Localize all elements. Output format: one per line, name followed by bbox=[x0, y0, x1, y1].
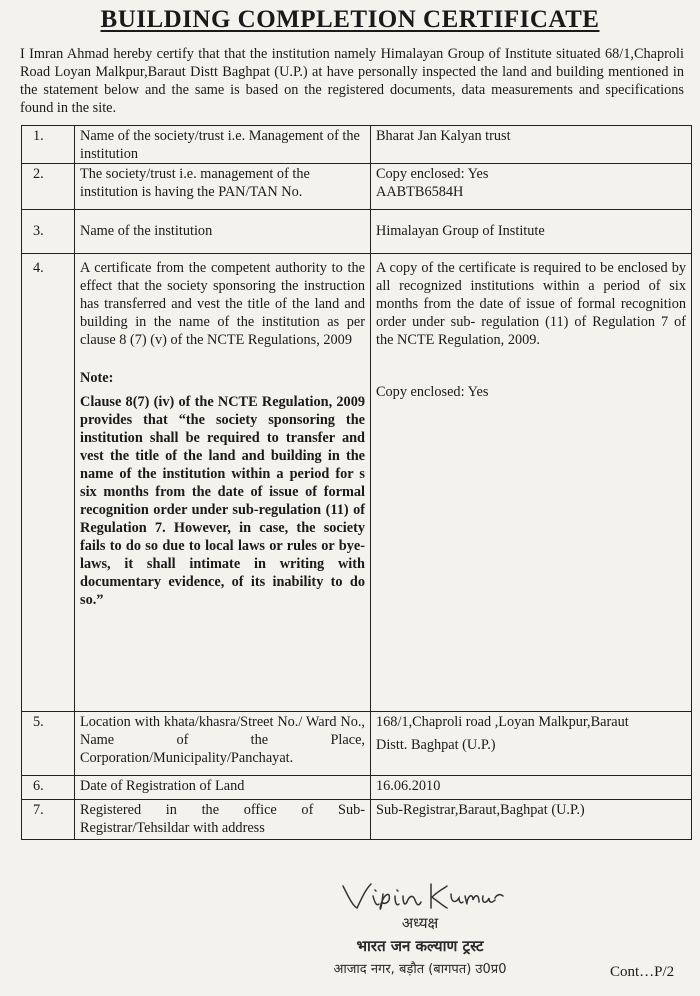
row-number: 4. bbox=[22, 254, 75, 712]
row-value bbox=[371, 712, 692, 776]
row-value bbox=[371, 254, 692, 712]
row-label: Location with khata/khasra/Street No./ Ward No., Name of the Place, Corporation/Municipality/Panchayat. bbox=[75, 712, 371, 776]
signature-stamp bbox=[290, 878, 550, 981]
row-number: 5. bbox=[22, 712, 75, 776]
row-value: Himalayan Group of Institute bbox=[371, 210, 692, 254]
row-label: Registered in the office of Sub-Registrar/Tehsildar with address bbox=[75, 800, 371, 840]
row-value: Sub-Registrar,Baraut,Baghpat (U.P.) bbox=[371, 800, 692, 840]
row-value bbox=[371, 164, 692, 210]
table-row bbox=[22, 164, 692, 210]
row-label: Name of the institution bbox=[75, 210, 371, 254]
certificate-table bbox=[21, 125, 692, 840]
pan-copy-status: Copy enclosed: Yes bbox=[376, 166, 489, 182]
row-number: 6. bbox=[22, 776, 75, 800]
pan-number: AABTB6584H bbox=[376, 184, 464, 200]
row-label bbox=[75, 254, 371, 712]
table-row bbox=[22, 776, 692, 800]
row-number: 7. bbox=[22, 800, 75, 840]
copy-enclosed-status: Copy enclosed: Yes bbox=[376, 384, 489, 400]
document-title: BUILDING COMPLETION CERTIFICATE bbox=[100, 6, 600, 33]
certificate-requirement-text: A certificate from the competent authority to the effect that the society sponsoring the instruction has transferred and vest the title of the land and building in the name of the institution as per clause 8 (7) (v) of the NCTE Regulations, 2009 bbox=[80, 260, 365, 348]
row-number: 2. bbox=[22, 164, 75, 210]
handwritten-signature bbox=[335, 878, 505, 912]
row-value: 16.06.2010 bbox=[371, 776, 692, 800]
stamp-address: आजाद नगर, बड़ौत (बागपत) उ0प्र0 bbox=[333, 962, 507, 977]
table-row bbox=[22, 712, 692, 776]
row-label: The society/trust i.e. management of the institution is having the PAN/TAN No. bbox=[75, 164, 371, 210]
note-body: Clause 8(7) (iv) of the NCTE Regulation, 2009 provides that “the society sponsoring the institution shall be required to transfer and vest the title of the land and building in the name of the institution within a period for s six months from the date of issue of formal recognition order under sub-regulation (11) of Regulation 7. However, in case, the society fails to do so due to local laws or rules or bye-laws, it shall intimate in writing with documentary evidence, of its inability to do so.” bbox=[80, 394, 365, 608]
row-value: Bharat Jan Kalyan trust bbox=[371, 126, 692, 164]
continuation-marker: Cont…P/2 bbox=[610, 964, 675, 980]
row-number: 3. bbox=[22, 210, 75, 254]
table-row bbox=[22, 800, 692, 840]
intro-paragraph: I Imran Ahmad hereby certify that that the institution namely Himalayan Group of Institute situated 68/1,Chaproli Road Loyan Malkpur,Baraut Distt Baghpat (U.P.) at have personally inspected the land and building mentioned in the statement below and the same is based on the registered documents, data measurements and specifications found in the site. bbox=[20, 46, 684, 116]
stamp-designation: अध्यक्ष bbox=[401, 914, 439, 932]
table-row bbox=[22, 126, 692, 164]
row-number: 1. bbox=[22, 126, 75, 164]
certificate-value-text: A copy of the certificate is required to be enclosed by all recognized institutions within a period of six months from the date of issue of formal recognition order under sub- regulation (11) of Regulation 7 of the NCTE Regulation, 2009. bbox=[376, 260, 686, 348]
row-label: Date of Registration of Land bbox=[75, 776, 371, 800]
row-label: Name of the society/trust i.e. Management of the institution bbox=[75, 126, 371, 164]
note-heading: Note: bbox=[80, 370, 114, 386]
table-row bbox=[22, 210, 692, 254]
stamp-organization: भारत जन कल्याण ट्रस्ट bbox=[356, 937, 484, 955]
table-row bbox=[22, 254, 692, 712]
location-line-1: 168/1,Chaproli road ,Loyan Malkpur,Baraut bbox=[376, 714, 629, 730]
location-line-2: Distt. Baghpat (U.P.) bbox=[376, 737, 496, 753]
